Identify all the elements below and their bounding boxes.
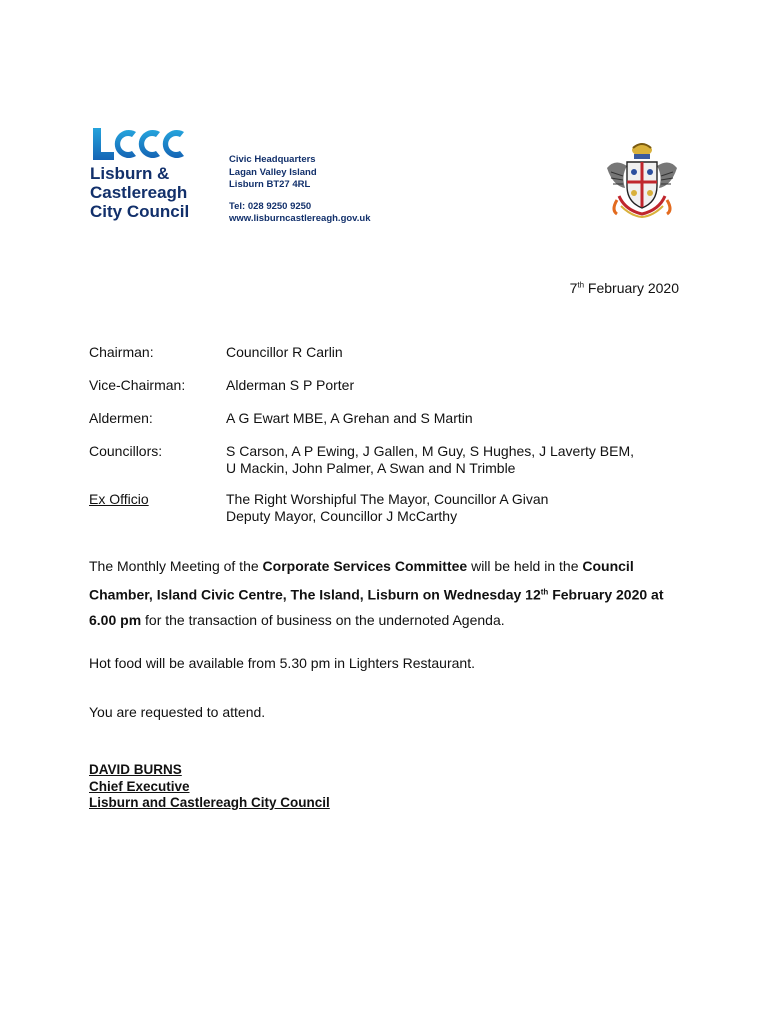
council-logo-name	[90, 164, 189, 221]
lccc-logo-icon	[90, 124, 196, 164]
label-chairman: Chairman:	[89, 344, 154, 360]
attend-request: You are requested to attend.	[89, 704, 266, 720]
value-chairman	[226, 344, 686, 361]
member-line: Deputy Mayor, Councillor J McCarthy	[226, 508, 458, 524]
logo-name-line: Castlereagh	[90, 183, 188, 202]
meeting-text: for the transaction of business on the undernoted Agenda.	[141, 611, 505, 628]
value-councillors	[226, 443, 686, 477]
council-address	[229, 154, 370, 226]
logo-name-line: Lisburn &	[90, 164, 170, 183]
member-line: S Carson, A P Ewing, J Gallen, M Guy, S Hughes, J Laverty BEM,	[226, 443, 634, 459]
letter-date	[570, 280, 679, 296]
address-line: Lagan Valley Island	[229, 166, 317, 178]
member-line: Councillor R Carlin	[226, 344, 343, 360]
value-vice-chairman	[226, 377, 686, 394]
meeting-day-suffix: th	[540, 587, 549, 596]
signatory-title: Chief Executive	[89, 778, 190, 794]
value-ex-officio	[226, 491, 686, 525]
committee-name: Corporate Services Committee	[262, 558, 468, 574]
signatory-name: DAVID BURNS	[89, 762, 182, 777]
logo-name-line: City Council	[90, 202, 190, 221]
food-notice: Hot food will be available from 5.30 pm in Lighters Restaurant.	[89, 655, 475, 671]
address-line: Civic Headquarters	[229, 154, 316, 165]
meeting-notice	[89, 554, 689, 633]
coat-of-arms-icon	[603, 140, 681, 220]
member-line: A G Ewart MBE, A Grehan and S Martin	[226, 410, 473, 426]
label-aldermen: Aldermen:	[89, 410, 153, 426]
date-suffix: th	[577, 280, 585, 290]
signature-block	[89, 762, 330, 812]
meeting-datetime: February 2020 at 6.00 pm	[89, 586, 664, 628]
meeting-venue: Council Chamber, Island Civic Centre, The Island, Lisburn on Wednesday 12	[89, 558, 634, 603]
date-day: 7	[569, 280, 578, 296]
member-line: U Mackin, John Palmer, A Swan and N Trimble	[226, 460, 516, 476]
member-line: Alderman S P Porter	[226, 377, 355, 393]
label-ex-officio: Ex Officio	[89, 491, 149, 507]
date-month-year: February 2020	[584, 280, 679, 296]
meeting-text: will be held in the	[467, 558, 583, 574]
value-aldermen	[226, 410, 686, 427]
address-line: Lisburn BT27 4RL	[229, 179, 311, 190]
label-councillors: Councillors:	[89, 443, 163, 459]
website: www.lisburncastlereagh.gov.uk	[229, 213, 371, 224]
meeting-text: The Monthly Meeting of the	[89, 558, 263, 574]
signatory-organisation: Lisburn and Castlereagh City Council	[89, 795, 330, 810]
telephone: Tel: 028 9250 9250	[229, 200, 312, 212]
member-line: The Right Worshipful The Mayor, Councillor A Givan	[226, 491, 549, 507]
label-vice-chairman: Vice-Chairman:	[89, 377, 186, 393]
